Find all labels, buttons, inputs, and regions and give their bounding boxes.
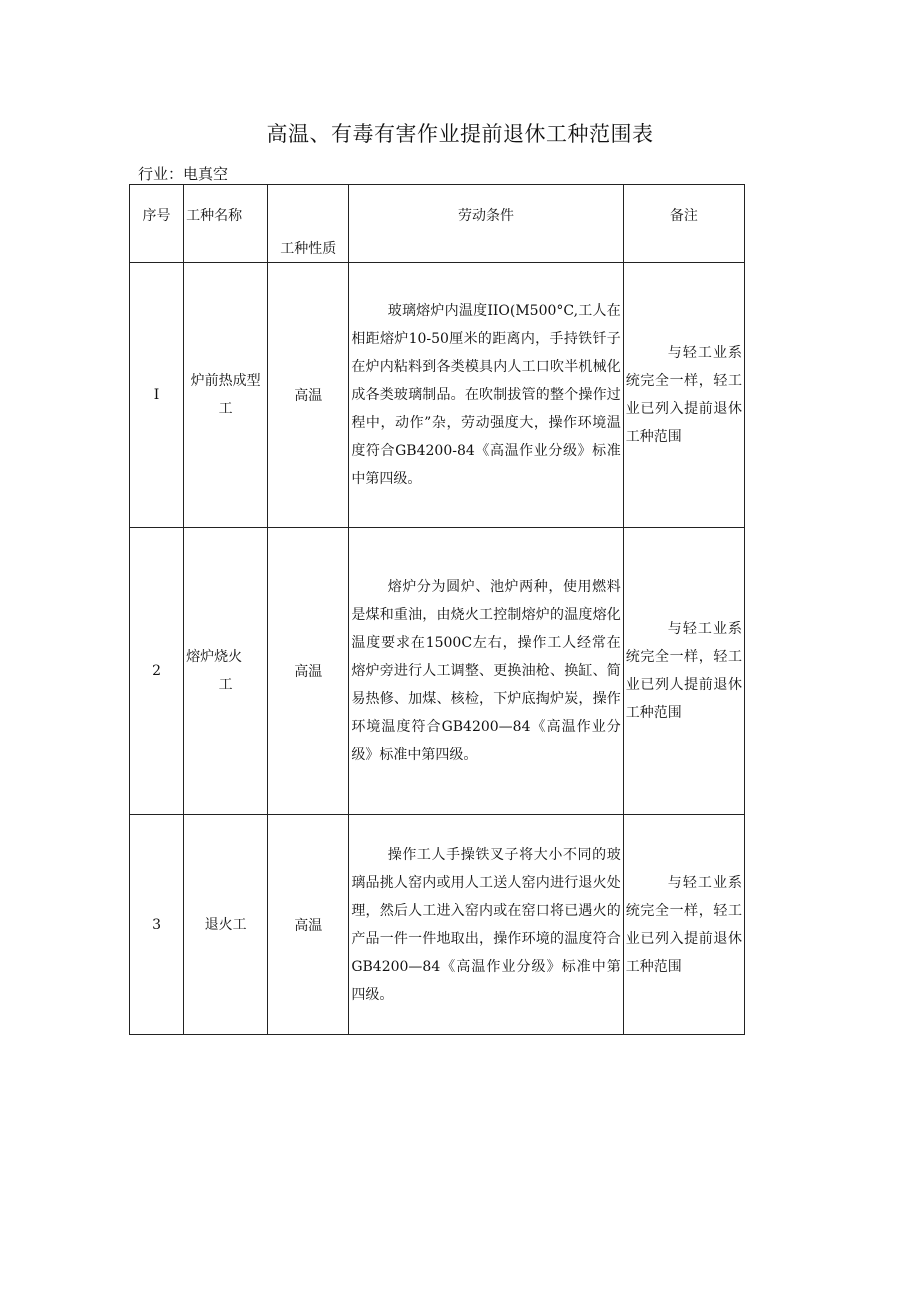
header-conditions: 劳动条件 (349, 185, 623, 263)
row-seq: 2 (130, 528, 184, 815)
header-nature: 工种性质 (268, 185, 349, 263)
row-conditions-cell (349, 815, 623, 1035)
header-note: 备注 (623, 185, 744, 263)
table-header-row (130, 185, 745, 263)
row-name-line2: 工 (218, 401, 233, 417)
row-name (184, 815, 268, 1035)
table-row (130, 815, 745, 1035)
row-name (184, 528, 268, 815)
header-name: 工种名称 (184, 185, 268, 263)
row-note-cell (623, 263, 744, 528)
row-note: 与轻工业系统完全一样，轻工业已列入提前退休工种范围 (625, 874, 742, 975)
row-nature: 高温 (268, 263, 349, 528)
page-title: 高温、有毒有害作业提前退休工种范围表 (266, 122, 654, 146)
row-conditions: 操作工人手操铁叉子将大小不同的玻璃品挑人窑内或用人工送人窑内进行退火处理，然后人工进入窑内或在窑口将已遇火的产品一件一件地取出，操作环境的温度符合GB4200—84《高温作业分级》标准中第四级。 (351, 846, 621, 1003)
row-conditions-cell (349, 263, 623, 528)
job-type-table (129, 184, 745, 1035)
row-name-line1: 熔炉烧火 (186, 649, 243, 665)
row-nature: 高温 (268, 528, 349, 815)
row-conditions: 玻璃熔炉内温度IIO(M500°C,工人在相距熔炉10-50厘米的距离内，手持铁钎子在炉内粘料到各类模具内人工口吹半机械化成各类玻璃制品。在吹制拔管的整个操作过程中，动作”杂，劳动强度大，操作环境温度符合GB4200-84《高温作业分级》标准中第四级。 (351, 303, 621, 487)
row-note: 与轻工业系统完全一样，轻工业已列人提前退休工种范围 (625, 621, 742, 721)
row-nature: 高温 (268, 815, 349, 1035)
table-row (130, 263, 745, 528)
industry-label: 行业：电真空 (138, 165, 229, 183)
row-name (184, 263, 268, 528)
row-seq: I (130, 263, 184, 528)
row-note-cell (623, 528, 744, 815)
row-name-line1: 炉前热成型 (190, 373, 261, 389)
row-name-line2: 工 (218, 677, 233, 693)
row-name-line1: 退火工 (204, 916, 247, 933)
row-note-cell (623, 815, 744, 1035)
row-note: 与轻工业系统完全一样，轻工业已列入提前退休工种范围 (625, 345, 742, 445)
row-conditions: 熔炉分为圆炉、池炉两种，使用燃料是煤和重油，由烧火工控制熔炉的温度熔化温度要求在1500C左右，操作工人经常在熔炉旁进行人工调整、更换油枪、换缸、简易热修、加煤、核检，下炉底掏炉炭，操作环境温度符合GB4200—84《高温作业分级》标准中第四级。 (351, 579, 621, 763)
row-conditions-cell (349, 528, 623, 815)
row-seq: 3 (130, 815, 184, 1035)
header-seq: 序号 (130, 185, 184, 263)
table-row (130, 528, 745, 815)
